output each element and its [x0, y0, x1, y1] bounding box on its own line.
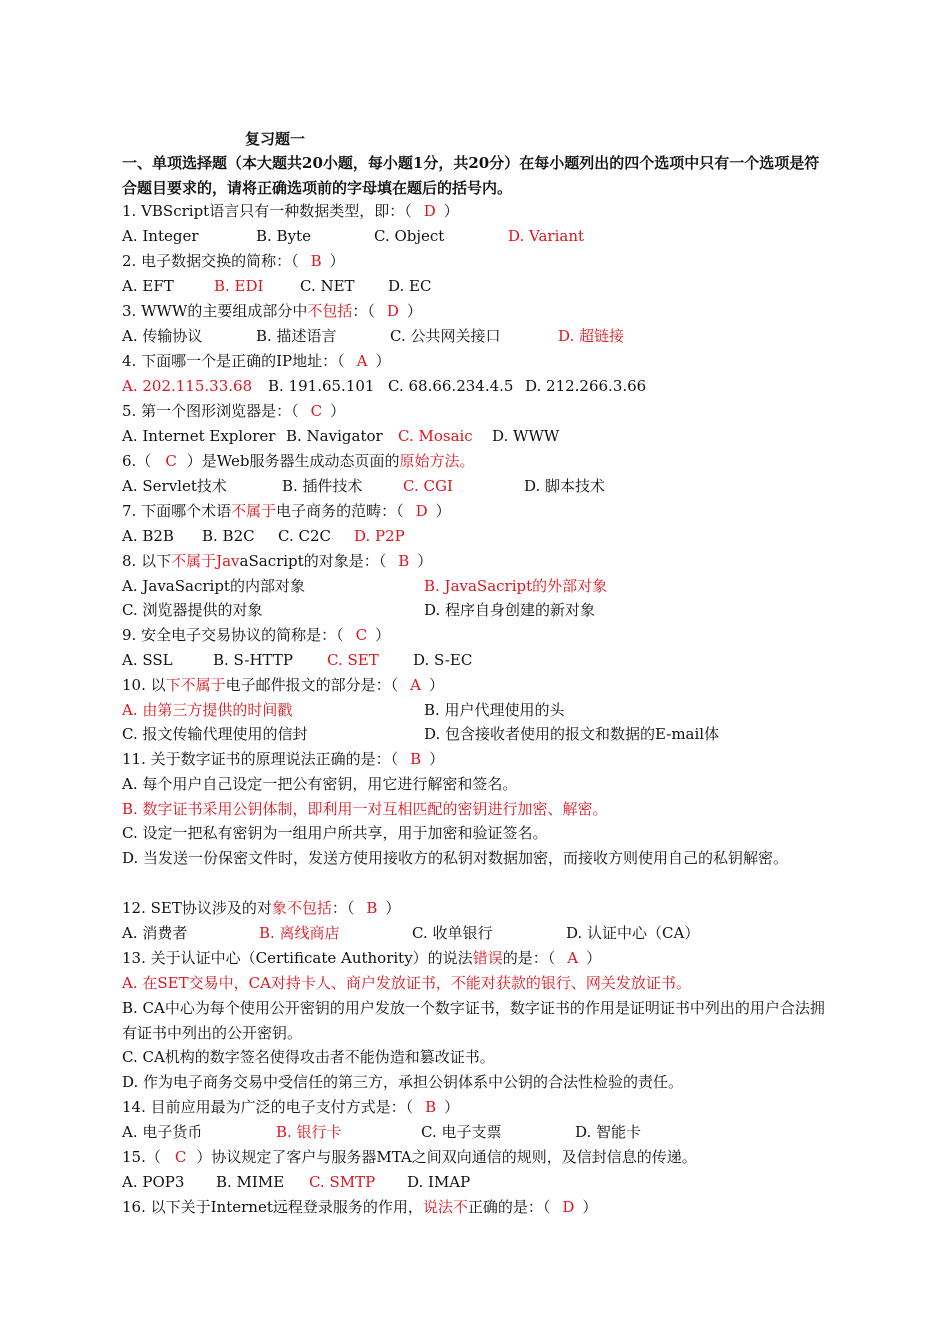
question-text: 1. VBScript语言只有一种数据类型，即：（	[122, 202, 412, 220]
option-d: D. WWW	[492, 427, 560, 445]
options-14	[122, 1120, 832, 1145]
answer: B	[410, 750, 422, 768]
options-2	[122, 274, 832, 299]
question-16	[122, 1195, 597, 1220]
question-text: 11. 关于数字证书的原理说法正确的是：（	[122, 750, 399, 768]
option-c: C. CGI	[403, 477, 453, 495]
option-c: C. CA机构的数字签名使得攻击者不能伪造和篡改证书。	[122, 1048, 495, 1066]
paren: ）	[375, 626, 391, 644]
answer: A	[356, 352, 368, 370]
question-14	[122, 1095, 459, 1120]
question-text: 电子邮件报文的部分是：（	[225, 676, 399, 694]
option-c: C. 公共网关接口	[390, 327, 501, 345]
option-b: B. 插件技术	[282, 477, 363, 495]
option-d: D. 认证中心（CA）	[566, 924, 700, 942]
option-c: C. 收单银行	[412, 924, 493, 942]
question-text: 6.（	[122, 452, 152, 470]
question-text: 9. 安全电子交易协议的简称是：（	[122, 626, 344, 644]
options-9	[122, 648, 832, 673]
paren: ）	[429, 750, 445, 768]
question-text: 15.（	[122, 1148, 161, 1166]
answer: D	[562, 1198, 575, 1216]
answer: C	[310, 402, 323, 420]
question-text: 14. 目前应用最为广泛的电子支付方式是：（	[122, 1098, 414, 1116]
paren: ）	[417, 552, 433, 570]
option-b: B. 描述语言	[256, 327, 337, 345]
option-a: A. 202.115.33.68	[122, 377, 253, 395]
option-c: C. Mosaic	[398, 427, 473, 445]
question-text: 2. 电子数据交换的简称：（	[122, 252, 299, 270]
option-d: D. 程序自身创建的新对象	[424, 601, 596, 619]
option-c: C. C2C	[278, 527, 331, 545]
answer: B	[398, 552, 410, 570]
highlight: 象不包括	[271, 899, 332, 917]
answer: D	[423, 202, 436, 220]
option-a: A. Integer	[122, 227, 199, 245]
highlight: 错误	[472, 949, 503, 967]
option-c: C. NET	[300, 277, 355, 295]
highlight: 下不属于	[165, 676, 226, 694]
option-d: D. EC	[388, 277, 432, 295]
question-text: 8. 以下	[122, 552, 172, 570]
options-7	[122, 524, 832, 549]
option-a: A. 由第三方提供的时间戳	[122, 701, 293, 719]
option-c: C. 设定一把私有密钥为一组用户所共享，用于加密和验证签名。	[122, 824, 548, 842]
paren: ）	[435, 502, 451, 520]
question-text: ）是Web服务器生成动态页面的	[186, 452, 400, 470]
question-12	[122, 896, 400, 921]
option-b: B. B2C	[202, 527, 255, 545]
option-c: C. 电子支票	[421, 1123, 502, 1141]
question-text: ：（	[331, 899, 355, 917]
option-c: C. SET	[327, 651, 379, 669]
page-title: 复习题一	[245, 130, 306, 148]
options-12	[122, 921, 832, 946]
options-1	[122, 224, 832, 249]
highlight: 原始方法。	[399, 452, 475, 470]
option-b: B. 银行卡	[276, 1123, 342, 1141]
option-b: B. Byte	[256, 227, 311, 245]
answer: C	[174, 1148, 187, 1166]
question-7	[122, 499, 451, 524]
option-d: D. Variant	[508, 227, 585, 245]
paren: ）	[329, 252, 345, 270]
answer: D	[415, 502, 428, 520]
answer: B	[310, 252, 322, 270]
section-intro: 一、单项选择题（本大题共20小题，每小题1分，共20分）在每小题列出的四个选项中只有一个选项是符合题目要求的，请将正确选项前的字母填在题后的括号内。	[122, 154, 820, 197]
option-d: D. 当发送一份保密文件时，发送方使用接收方的私钥对数据加密，而接收方则使用自己的私钥解密。	[122, 849, 789, 867]
question-text: 5. 第一个图形浏览器是：（	[122, 402, 299, 420]
paren: ）	[582, 1198, 598, 1216]
option-c: C. Object	[374, 227, 445, 245]
options-8-row2	[122, 598, 832, 623]
highlight: 不属于Jav	[171, 552, 240, 570]
answer: A	[567, 949, 579, 967]
highlight: 不包括	[307, 302, 353, 320]
option-d: D. 智能卡	[575, 1123, 642, 1141]
option-d: D. 包含接收者使用的报文和数据的E-mail体	[424, 725, 720, 743]
option-b: B. S-HTTP	[213, 651, 293, 669]
question-1	[122, 199, 459, 224]
answer: B	[366, 899, 378, 917]
option-d: D. S-EC	[413, 651, 473, 669]
question-text: 12. SET协议涉及的对	[122, 899, 272, 917]
option-c: C. 浏览器提供的对象	[122, 601, 263, 619]
question-4	[122, 349, 390, 374]
option-b: B. 离线商店	[259, 924, 340, 942]
options-10-row1	[122, 698, 832, 723]
question-13	[122, 946, 601, 971]
option-d: D. 212.266.3.66	[525, 377, 647, 395]
options-6	[122, 474, 832, 499]
question-9	[122, 623, 390, 648]
options-10-row2	[122, 722, 832, 747]
question-text: 电子商务的范畴：（	[276, 502, 404, 520]
option-a: A. Servlet技术	[122, 477, 227, 495]
options-5	[122, 424, 832, 449]
highlight: 说法不	[422, 1198, 468, 1216]
answer: A	[410, 676, 421, 694]
option-b: B. MIME	[216, 1173, 285, 1191]
option-c: C. 68.66.234.4.5	[388, 377, 514, 395]
paren: ）	[385, 899, 401, 917]
option-b: B. Navigator	[286, 427, 383, 445]
paren: ）	[586, 949, 602, 967]
question-2	[122, 249, 345, 274]
option-b: B. 191.65.101	[268, 377, 375, 395]
option-b: B. CA中心为每个使用公开密钥的用户发放一个数字证书，数字证书的作用是证明证书中列出的用户合法拥有证书中列出的公开密钥。	[122, 999, 825, 1042]
option-d: D. P2P	[354, 527, 405, 545]
paren: ）	[406, 302, 422, 320]
paren: ）	[443, 202, 459, 220]
option-a: A. 电子货币	[122, 1123, 203, 1141]
question-3	[122, 299, 422, 324]
options-4	[122, 374, 832, 399]
options-15	[122, 1170, 832, 1195]
paren: ）	[330, 402, 346, 420]
option-d: D. 超链接	[558, 327, 625, 345]
option-c: C. 报文传输代理使用的信封	[122, 725, 308, 743]
question-text: 13. 关于认证中心（Certificate Authority）的说法	[122, 949, 473, 967]
answer: C	[355, 626, 368, 644]
question-text: 4. 下面哪一个是正确的IP地址：（	[122, 352, 345, 370]
question-text: 10. 以	[122, 676, 166, 694]
question-6	[122, 449, 475, 474]
options-8-row1	[122, 574, 832, 599]
option-a: A. POP3	[122, 1173, 185, 1191]
question-5	[122, 399, 345, 424]
question-text: 正确的是：（	[467, 1198, 551, 1216]
answer: B	[425, 1098, 437, 1116]
question-text: 3. WWW的主要组成部分中	[122, 302, 308, 320]
paren: ）	[375, 352, 391, 370]
answer: C	[165, 452, 177, 470]
question-text: ）协议规定了客户与服务器MTA之间双向通信的规则，及信封信息的传递。	[196, 1148, 697, 1166]
option-b: B. 用户代理使用的头	[424, 701, 565, 719]
question-text: ：（	[352, 302, 375, 320]
question-11	[122, 747, 444, 772]
options-3	[122, 324, 832, 349]
option-d: D. 作为电子商务交易中受信任的第三方，承担公钥体系中公钥的合法性检验的责任。	[122, 1073, 684, 1091]
option-a: A. Internet Explorer	[122, 427, 276, 445]
paren: ）	[444, 1098, 460, 1116]
option-a: A. JavaSacript的内部对象	[122, 577, 305, 595]
highlight: 不属于	[231, 502, 277, 520]
question-10	[122, 673, 444, 698]
answer: D	[386, 302, 399, 320]
option-d: D. 脚本技术	[524, 477, 606, 495]
question-8	[122, 549, 432, 574]
question-text: 的是：（	[502, 949, 556, 967]
question-text: aSacript的对象是：（	[239, 552, 387, 570]
option-b: B. JavaSacript的外部对象	[424, 577, 608, 595]
option-a: A. B2B	[122, 527, 174, 545]
option-a: A. 在SET交易中，CA对持卡人、商户发放证书，不能对获款的银行、网关发放证书。	[122, 974, 691, 992]
option-c: C. SMTP	[309, 1173, 376, 1191]
option-a: A. 消费者	[122, 924, 188, 942]
option-d: D. IMAP	[407, 1173, 471, 1191]
option-b: B. 数字证书采用公钥体制，即利用一对互相匹配的密钥进行加密、解密。	[122, 800, 608, 818]
option-a: A. EFT	[122, 277, 174, 295]
option-a: A. SSL	[122, 651, 173, 669]
question-15	[122, 1145, 697, 1170]
question-text: 7. 下面哪个术语	[122, 502, 232, 520]
paren: ）	[429, 676, 445, 694]
option-a: A. 传输协议	[122, 327, 203, 345]
question-text: 16. 以下关于Internet远程登录服务的作用，	[122, 1198, 423, 1216]
option-b: B. EDI	[214, 277, 264, 295]
option-a: A. 每个用户自己设定一把公有密钥，用它进行解密和签名。	[122, 775, 518, 793]
